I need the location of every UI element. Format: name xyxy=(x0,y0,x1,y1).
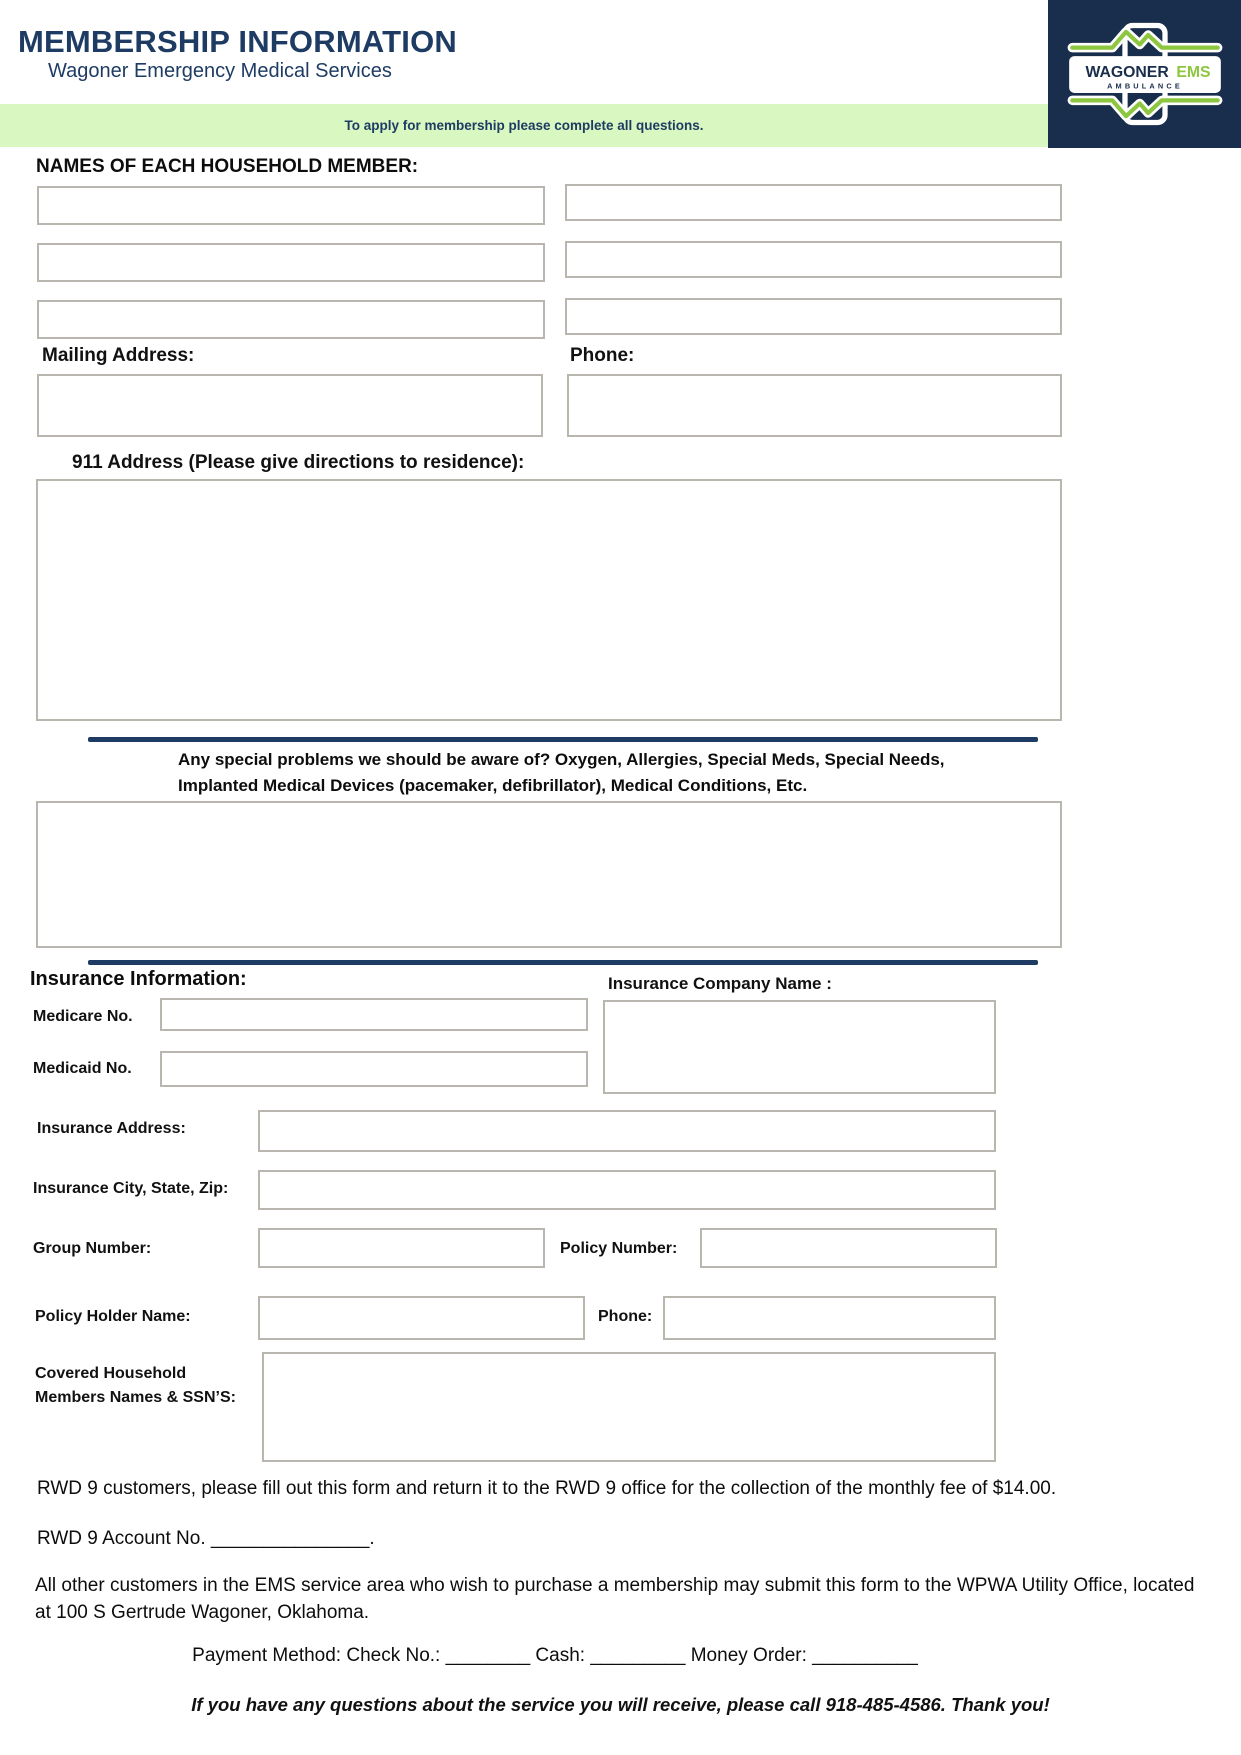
policy-holder-input[interactable] xyxy=(258,1296,585,1340)
covered-household-input[interactable] xyxy=(262,1352,996,1462)
household-member-input-6[interactable] xyxy=(565,298,1062,335)
phone-input[interactable] xyxy=(567,374,1062,437)
group-number-label: Group Number: xyxy=(33,1240,152,1257)
insurance-address-label: Insurance Address: xyxy=(37,1120,186,1137)
mailing-address-input[interactable] xyxy=(37,374,543,437)
medicaid-label: Medicaid No. xyxy=(33,1060,132,1077)
household-member-input-4[interactable] xyxy=(565,241,1062,278)
insurance-company-input[interactable] xyxy=(603,1000,996,1094)
insurance-city-state-zip-input[interactable] xyxy=(258,1170,996,1210)
insurance-phone-input[interactable] xyxy=(663,1296,996,1340)
group-number-input[interactable] xyxy=(258,1228,545,1268)
household-members-label: NAMES OF EACH HOUSEHOLD MEMBER: xyxy=(36,156,419,177)
wagoner-ems-logo-icon xyxy=(1066,22,1224,126)
insurance-address-input[interactable] xyxy=(258,1110,996,1152)
payment-method-line: Payment Method: Check No.: ________ Cash: _________ Money Order: __________ xyxy=(192,1645,918,1666)
policy-number-input[interactable] xyxy=(700,1228,997,1268)
household-member-input-2[interactable] xyxy=(565,184,1062,221)
logo-text-ambulance: AMBULANCE xyxy=(1106,81,1183,91)
household-member-input-3[interactable] xyxy=(37,243,545,282)
address-911-input[interactable] xyxy=(36,479,1062,721)
mailing-address-label: Mailing Address: xyxy=(42,345,195,366)
page-title: MEMBERSHIP INFORMATION xyxy=(18,24,457,59)
household-member-input-5[interactable] xyxy=(37,300,545,339)
instruction-banner-text: To apply for membership please complete all questions. xyxy=(344,118,704,133)
section-divider-2 xyxy=(88,960,1038,965)
section-divider-1 xyxy=(88,737,1038,742)
special-problems-label: Any special problems we should be aware of? Oxygen, Allergies, Special Meds, Special Needs, Implanted Medical Devices (pacemaker, defibrillator), Medical Conditions, Etc. xyxy=(178,750,945,795)
questions-contact-text: If you have any questions about the service you will receive, please call 918-485-4586. Thank you! xyxy=(191,1694,1050,1715)
policy-holder-label: Policy Holder Name: xyxy=(35,1308,191,1325)
other-customers-text: All other customers in the EMS service area who wish to purchase a membership may submit this form to the WPWA Utility Office, located at 100 S Gertrude Wagoner, Oklahoma. xyxy=(35,1575,1195,1623)
instruction-banner xyxy=(0,104,1048,147)
covered-household-label: Covered Household Members Names & SSN’S: xyxy=(35,1365,236,1406)
policy-number-label: Policy Number: xyxy=(560,1240,678,1257)
logo-text-wagoner: WAGONER xyxy=(1084,64,1169,82)
rwd9-account-line: RWD 9 Account No. _______________. xyxy=(37,1528,375,1549)
special-problems-input[interactable] xyxy=(36,801,1062,948)
logo-container xyxy=(1048,0,1241,148)
insurance-city-state-zip-label: Insurance City, State, Zip: xyxy=(33,1180,229,1197)
rwd9-instructions-text: RWD 9 customers, please fill out this form and return it to the RWD 9 office for the collection of the monthly fee of $14.00. xyxy=(37,1478,1057,1499)
medicare-input[interactable] xyxy=(160,998,588,1031)
phone-label: Phone: xyxy=(570,345,635,366)
medicare-label: Medicare No. xyxy=(33,1008,133,1025)
logo-text-ems: EMS xyxy=(1175,64,1211,82)
insurance-section-label: Insurance Information: xyxy=(30,968,247,990)
page-subtitle: Wagoner Emergency Medical Services xyxy=(48,60,392,82)
medicaid-input[interactable] xyxy=(160,1051,588,1087)
insurance-company-label: Insurance Company Name : xyxy=(608,974,832,993)
address-911-label: 911 Address (Please give directions to residence): xyxy=(72,452,525,473)
household-member-input-1[interactable] xyxy=(37,186,545,225)
insurance-phone-label: Phone: xyxy=(598,1308,653,1325)
